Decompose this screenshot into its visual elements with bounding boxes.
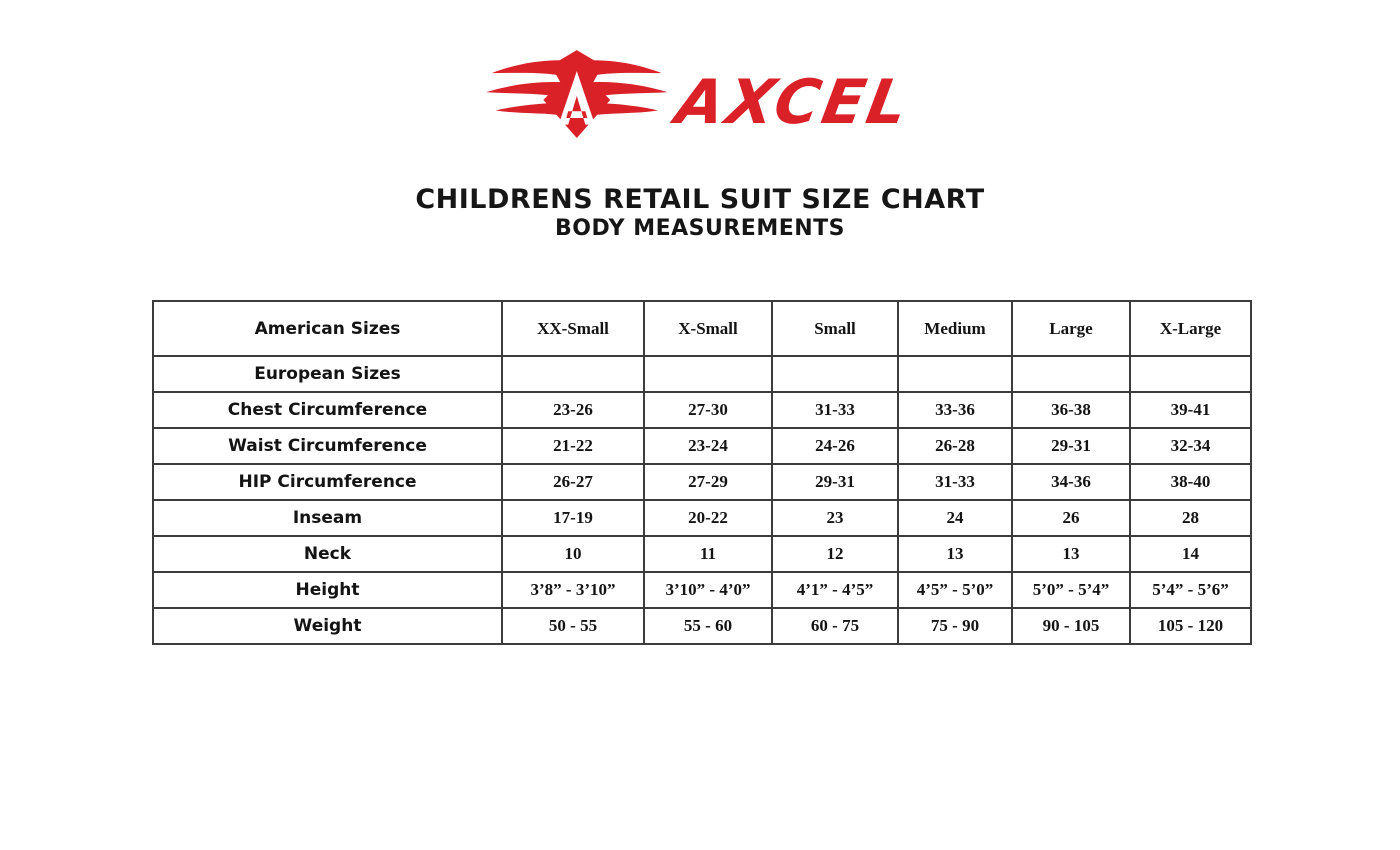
value-cell: 21-22: [502, 428, 644, 464]
value-cell: 26-27: [502, 464, 644, 500]
value-cell: 75 - 90: [898, 608, 1012, 644]
value-cell: 13: [1012, 536, 1130, 572]
value-cell: 34-36: [1012, 464, 1130, 500]
value-cell: 3’8” - 3’10”: [502, 572, 644, 608]
value-cell: [1012, 356, 1130, 392]
row-label-neck: Neck: [153, 536, 502, 572]
value-cell: 5’4” - 5’6”: [1130, 572, 1251, 608]
value-cell: 50 - 55: [502, 608, 644, 644]
table-row: [153, 392, 1251, 428]
size-header-cell-x-small: X-Small: [644, 301, 772, 356]
value-cell: 27-30: [644, 392, 772, 428]
value-cell: [502, 356, 644, 392]
value-cell: 14: [1130, 536, 1251, 572]
row-label-inseam: Inseam: [153, 500, 502, 536]
table-row: [153, 428, 1251, 464]
value-cell: 90 - 105: [1012, 608, 1130, 644]
value-cell: 23: [772, 500, 898, 536]
table-row: [153, 536, 1251, 572]
table-row: [153, 608, 1251, 644]
row-label-hip-circumference: HIP Circumference: [153, 464, 502, 500]
value-cell: 39-41: [1130, 392, 1251, 428]
value-cell: 33-36: [898, 392, 1012, 428]
value-cell: 38-40: [1130, 464, 1251, 500]
value-cell: 105 - 120: [1130, 608, 1251, 644]
value-cell: 26-28: [898, 428, 1012, 464]
axcel-logo: [486, 48, 916, 144]
value-cell: 29-31: [772, 464, 898, 500]
value-cell: 31-33: [772, 392, 898, 428]
value-cell: 3’10” - 4’0”: [644, 572, 772, 608]
value-cell: [644, 356, 772, 392]
size-header-cell-medium: Medium: [898, 301, 1012, 356]
value-cell: 26: [1012, 500, 1130, 536]
row-label-american-sizes: American Sizes: [153, 301, 502, 356]
value-cell: 29-31: [1012, 428, 1130, 464]
size-header-cell-x-large: X-Large: [1130, 301, 1251, 356]
row-label-european-sizes: European Sizes: [153, 356, 502, 392]
value-cell: 10: [502, 536, 644, 572]
value-cell: 4’5” - 5’0”: [898, 572, 1012, 608]
size-header-cell-large: Large: [1012, 301, 1130, 356]
value-cell: 11: [644, 536, 772, 572]
row-label-chest-circumference: Chest Circumference: [153, 392, 502, 428]
value-cell: 55 - 60: [644, 608, 772, 644]
value-cell: [1130, 356, 1251, 392]
value-cell: 17-19: [502, 500, 644, 536]
page-title: CHILDRENS RETAIL SUIT SIZE CHART: [415, 184, 985, 215]
axcel-wordmark-text: AXCEL: [670, 66, 916, 138]
size-header-cell-xx-small: XX-Small: [502, 301, 644, 356]
axcel-wordmark: [667, 66, 916, 137]
page-subtitle: BODY MEASUREMENTS: [554, 216, 846, 241]
value-cell: 23-24: [644, 428, 772, 464]
value-cell: 5’0” - 5’4”: [1012, 572, 1130, 608]
row-label-height: Height: [153, 572, 502, 608]
value-cell: [772, 356, 898, 392]
row-label-weight: Weight: [153, 608, 502, 644]
value-cell: 24: [898, 500, 1012, 536]
value-cell: 28: [1130, 500, 1251, 536]
value-cell: 27-29: [644, 464, 772, 500]
table-row: [153, 301, 1251, 356]
value-cell: 31-33: [898, 464, 1012, 500]
axcel-emblem-icon: [486, 50, 668, 138]
value-cell: 32-34: [1130, 428, 1251, 464]
table-row: [153, 464, 1251, 500]
table-row: [153, 572, 1251, 608]
value-cell: 12: [772, 536, 898, 572]
value-cell: 60 - 75: [772, 608, 898, 644]
value-cell: 13: [898, 536, 1012, 572]
value-cell: [898, 356, 1012, 392]
size-chart-table: [152, 300, 1252, 645]
value-cell: 24-26: [772, 428, 898, 464]
row-label-waist-circumference: Waist Circumference: [153, 428, 502, 464]
value-cell: 4’1” - 4’5”: [772, 572, 898, 608]
value-cell: 20-22: [644, 500, 772, 536]
size-header-cell-small: Small: [772, 301, 898, 356]
value-cell: 23-26: [502, 392, 644, 428]
table-row: [153, 500, 1251, 536]
table-row: [153, 356, 1251, 392]
value-cell: 36-38: [1012, 392, 1130, 428]
